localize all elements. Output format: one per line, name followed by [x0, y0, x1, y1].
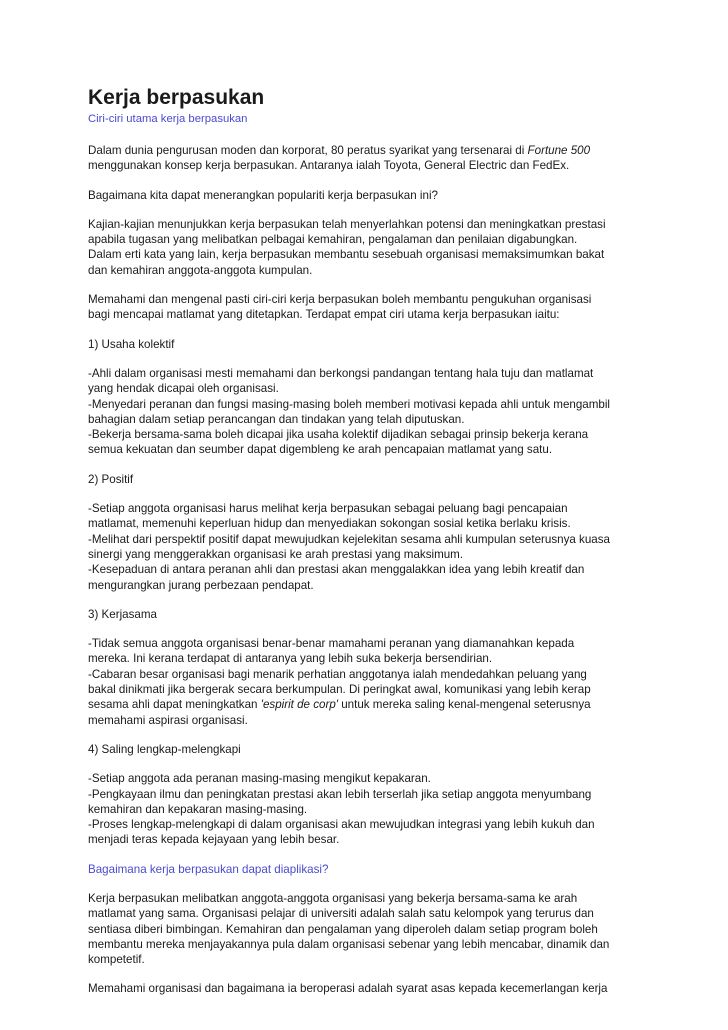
text-line: apabila tugasan yang melibatkan pelbagai kemahiran, pengalaman dan penilaian digabungkan. [88, 233, 578, 247]
intro-paragraph [88, 143, 648, 174]
text-line: -Proses lengkap-melengkapi di dalam organisasi akan mewujudkan integrasi yang lebih kukuh dan [88, 818, 595, 832]
text-line: semua kekuatan dan seumber dapat digembleng ke arah pencapaian matlamat yang satu. [88, 443, 553, 457]
intro-italic: Fortune 500 [527, 144, 591, 157]
text-line: -Setiap anggota organisasi harus melihat kerja berpasukan sebagai peluang bagi pencapaian [88, 502, 568, 516]
text-line: matlamat, memenuhi keperluan hidup dan menyediakan sokongan sosial ketika berlaku krisis. [88, 517, 571, 531]
section3-heading: 3) Kerjasama [88, 607, 157, 621]
intro-line2: menggunakan konsep kerja berpasukan. Antaranya ialah Toyota, General Electric dan FedEx. [88, 159, 570, 173]
text-line: mereka. Ini kerana terdapat di antaranya yang lebih suka bekerja bersendirian. [88, 652, 493, 666]
text-line: Memahami dan mengenal pasti ciri-ciri kerja berpasukan boleh membantu pengukuhan organisasi [88, 293, 592, 307]
section4-heading: 4) Saling lengkap-melengkapi [88, 742, 241, 756]
text-line: bagi mencapai matlamat yang ditetapkan. Terdapat empat ciri utama kerja berpasukan iaitu: [88, 308, 560, 322]
text-line: -Pengkayaan ilmu dan peningkatan prestasi akan lebih terserlah jika setiap anggota menyumbang [88, 787, 592, 801]
text-line: kemahiran dan kepakaran masing-masing. [88, 802, 308, 816]
section-link-aplikasi[interactable]: Bagaimana kerja berpasukan dapat diaplikasi? [88, 862, 329, 876]
section3-body [88, 636, 648, 728]
text-line: -Ahli dalam organisasi mesti memahami dan berkongsi pandangan tentang hala tuju dan matlamat [88, 366, 594, 380]
text-line: dan kemahiran anggota-anggota kumpulan. [88, 263, 313, 277]
text-line: -Cabaran besar organisasi bagi menarik perhatian anggotanya ialah mendedahkan peluang yang [88, 667, 587, 681]
aplikasi-paragraph [88, 891, 648, 967]
text-line: -Setiap anggota ada peranan masing-masing mengikut kepakaran. [88, 772, 431, 786]
text-line: -Melihat dari perspektif positif dapat mewujudkan kejelekitan sesama ahli kumpulan seterusnya kuasa [88, 532, 610, 546]
intro-line1: Dalam dunia pengurusan moden dan korporat, 80 peratus syarikat yang tersenarai di [88, 144, 528, 157]
text-line: membantu mereka menjayakannya pula dalam organisasi sebenar yang lebih mencabar, dinamik dan [88, 937, 610, 951]
text-line: mengurangkan jurang perbezaan pendapat. [88, 578, 314, 592]
text-line: sinergi yang menggerakkan organisasi ke arah prestasi yang maksimum. [88, 547, 464, 561]
text-line: menjadi teras kepada kejayaan yang lebih besar. [88, 833, 340, 847]
text-line: kompetetif. [88, 953, 145, 967]
text-line: matlamat yang sama. Organisasi pelajar di universiti adalah salah satu kelompok yang terurus dan [88, 907, 594, 921]
text-line: Dalam erti kata yang lain, kerja berpasukan membantu sesebuah organisasi memaksimumkan bakat [88, 248, 605, 262]
section2-heading: 2) Positif [88, 472, 134, 486]
section1-heading: 1) Usaha kolektif [88, 337, 175, 351]
espirit-italic: 'espirit de corp' [260, 698, 338, 712]
text-line: sesama ahli dapat meningkatkan [88, 698, 261, 712]
text-line: Kajian-kajian menunjukkan kerja berpasukan telah menyerlahkan potensi dan meningkatkan prestasi [88, 217, 606, 231]
text-line: -Menyedari peranan dan fungsi masing-masing boleh memberi motivasi kepada ahli untuk mengambil [88, 397, 610, 411]
subtitle: Ciri-ciri utama kerja berpasukan [88, 113, 248, 125]
question-paragraph: Bagaimana kita dapat menerangkan populariti kerja berpasukan ini? [88, 188, 438, 202]
text-line: -Kesepaduan di antara peranan ahli dan prestasi akan menggalakkan idea yang lebih kreatif dan [88, 563, 585, 577]
text-line: untuk mereka saling kenal-mengenal seterusnya [337, 698, 591, 712]
text-line: yang hendak dicapai oleh organisasi. [88, 382, 279, 396]
kajian-paragraph [88, 217, 648, 278]
last-paragraph: Memahami organisasi dan bagaimana ia beroperasi adalah syarat asas kepada kecemerlangan kerja [88, 982, 608, 996]
text-line: Kerja berpasukan melibatkan anggota-anggota organisasi yang bekerja bersama-sama ke arah [88, 891, 578, 905]
text-line: bakal dinikmati jika bergerak secara berkumpulan. Di peringkat awal, komunikasi yang lebih kerap [88, 683, 591, 697]
text-line: -Tidak semua anggota organisasi benar-benar mamahami peranan yang diamanahkan kepada [88, 637, 575, 651]
section2-body [88, 501, 648, 593]
text-line: memahami aspirasi organisasi. [88, 713, 248, 727]
section1-body [88, 366, 648, 458]
page-title: Kerja berpasukan [88, 86, 265, 109]
memahami-paragraph [88, 292, 648, 323]
text-line: -Bekerja bersama-sama boleh dicapai jika usaha kolektif dijadikan sebagai prinsip bekerja kerana [88, 428, 589, 442]
text-line: sentiasa diberi bimbingan. Kemahiran dan pengalaman yang diperoleh dalam setiap program boleh [88, 922, 598, 936]
text-line: bahagian dalam setiap perancangan dan tindakan yang telah diputuskan. [88, 412, 465, 426]
section4-body [88, 771, 648, 847]
